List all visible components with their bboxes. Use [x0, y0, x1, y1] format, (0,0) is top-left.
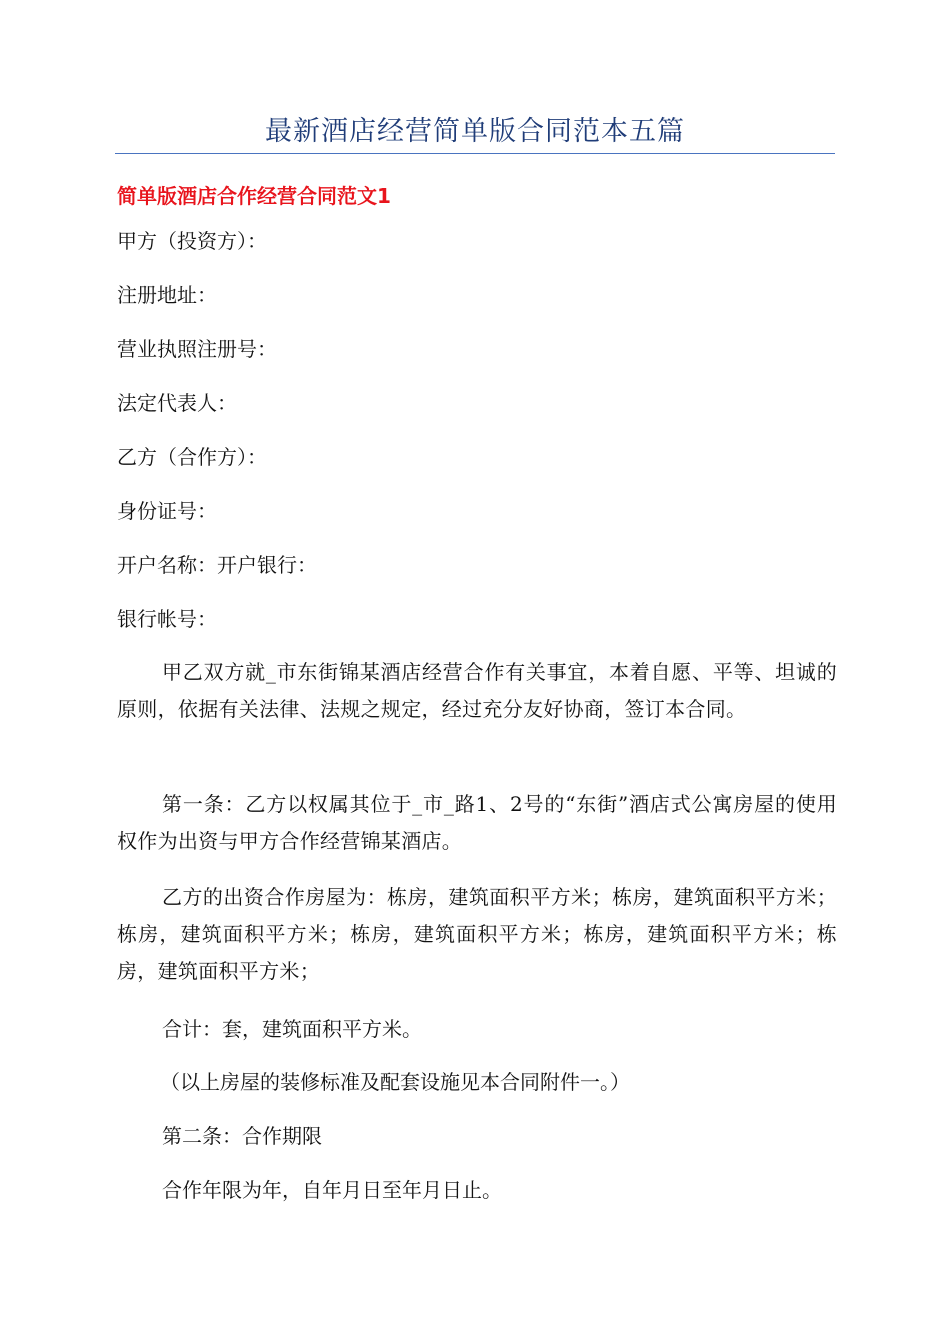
- document-title: 最新酒店经营简单版合同范本五篇: [265, 116, 685, 147]
- field-bank-account: 银行帐号：: [117, 607, 217, 631]
- field-party-b: 乙方（合作方）：: [117, 445, 267, 469]
- field-business-license: 营业执照注册号：: [117, 337, 277, 361]
- paragraph-investment: 乙方的出资合作房屋为：栋房，建筑面积平方米；栋房，建筑面积平方米；栋房，建筑面积平方米；栋房，建筑面积平方米；栋房，建筑面积平方米；栋房，建筑面积平方米；: [117, 885, 837, 983]
- field-legal-representative: 法定代表人：: [117, 391, 237, 415]
- paragraph-term: 合作年限为年，自年月日至年月日止。: [162, 1178, 502, 1202]
- field-party-a: 甲方（投资方）：: [117, 229, 267, 253]
- field-id-number: 身份证号：: [117, 499, 217, 523]
- paragraph-intro: 甲乙双方就_市东街锦某酒店经营合作有关事宜，本着自愿、平等、坦诚的原则，依据有关法律、法规之规定，经过充分友好协商，签订本合同。: [117, 660, 837, 721]
- field-registered-address: 注册地址：: [117, 283, 217, 307]
- title-underline: [115, 153, 835, 154]
- section-heading: 简单版酒店合作经营合同范文1: [117, 184, 391, 208]
- field-account-bank: 开户名称：开户银行：: [117, 553, 317, 577]
- paragraph-attachment-note: （以上房屋的装修标准及配套设施见本合同附件一。）: [160, 1070, 630, 1094]
- paragraph-article-1: 第一条：乙方以权属其位于_市_路1、2号的“东街”酒店式公寓房屋的使用权作为出资与甲方合作经营锦某酒店。: [117, 792, 837, 853]
- paragraph-total: 合计：套，建筑面积平方米。: [162, 1017, 422, 1041]
- paragraph-article-2: 第二条：合作期限: [162, 1124, 322, 1148]
